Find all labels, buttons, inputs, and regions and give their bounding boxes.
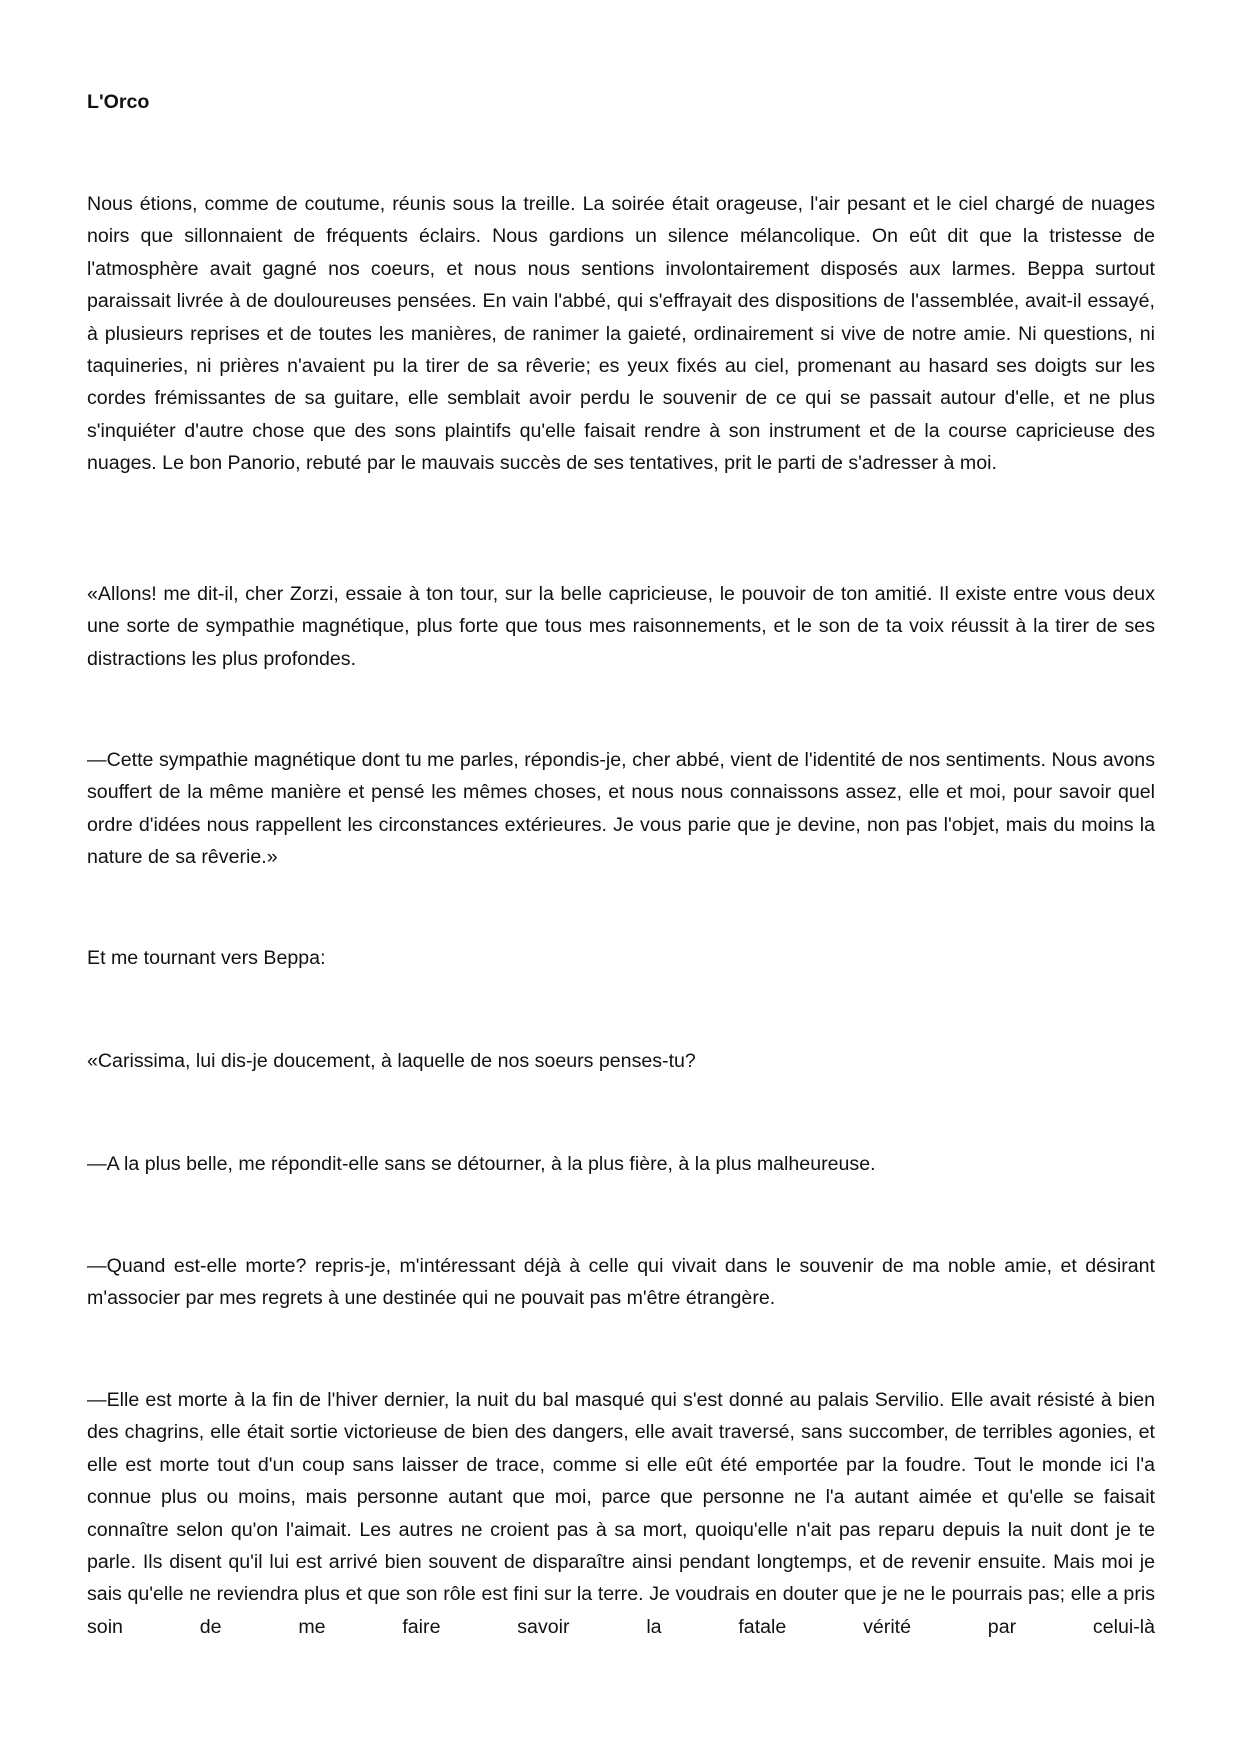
paragraph-3: —Cette sympathie magnétique dont tu me parles, répondis-je, cher abbé, vient de l'identité de nos sentiments. Nous avons souffert de la même manière et pensé les mêmes choses, et nous nous connaissons assez, elle et moi, pour savoir quel ordre d'idées nous rappellent les circonstances extérieures. Je vous parie que je devine, non pas l'objet, mais du moins la nature de sa rêverie.» <box>87 749 1155 869</box>
paragraph-2: «Allons! me dit-il, cher Zorzi, essaie à ton tour, sur la belle capricieuse, le pouvoir de ton amitié. Il existe entre vous deux une sorte de sympathie magnétique, plus forte que tous mes raisonnements, et le son de ta voix réussit à la tirer de ses distractions les plus profondes. <box>87 583 1155 670</box>
document-title: L'Orco <box>87 91 150 113</box>
paragraph-1: Nous étions, comme de coutume, réunis sous la treille. La soirée était orageuse, l'air pesant et le ciel chargé de nuages noirs que sillonnaient de fréquents éclairs. Nous gardions un silence mélancolique. On eût dit que la tristesse de l'atmosphère avait gagné nos coeurs, et nous nous sentions involontairement disposés aux larmes. Beppa surtout paraissait livrée à de douloureuses pensées. En vain l'abbé, qui s'effrayait des dispositions de l'assemblée, avait-il essayé, à plusieurs reprises et de toutes les manières, de ranimer la gaieté, ordinairement si vive de notre amie. Ni questions, ni taquineries, ni prières n'avaient pu la tirer de sa rêverie; es yeux fixés au ciel, promenant au hasard ses doigts sur les cordes frémissantes de sa guitare, elle semblait avoir perdu le souvenir de ce qui se passait autour d'elle, et ne plus s'inquiéter d'autre chose que des sons plaintifs qu'elle faisait rendre à son instrument et de la course capricieuse des nuages. Le bon Panorio, rebuté par le mauvais succès de ses tentatives, prit le parti de s'adresser à moi. <box>87 193 1155 475</box>
paragraph-8: —Elle est morte à la fin de l'hiver dernier, la nuit du bal masqué qui s'est donné au palais Servilio. Elle avait résisté à bien des chagrins, elle était sortie victorieuse de bien des dangers, elle avait traversé, sans succomber, de terribles agonies, et elle est morte tout d'un coup sans laisser de trace, comme si elle eût été emportée par la foudre. Tout le monde ici l'a connue plus ou moins, mais personne autant que moi, parce que personne ne l'a autant aimée et qu'elle se faisait connaître selon qu'on l'aimait. Les autres ne croient pas à sa mort, quoiqu'elle n'ait pas reparu depuis la nuit dont je te parle. Ils disent qu'il lui est arrivé bien souvent de disparaître ainsi pendant longtemps, et de revenir ensuite. Mais moi je sais qu'elle ne reviendra plus et que son rôle est fini sur la terre. Je voudrais en douter que je ne le pourrais pas; elle a pris soin de me faire savoir la fatale vérité par celui-là <box>87 1389 1155 1638</box>
paragraph-5: «Carissima, lui dis-je doucement, à laquelle de nos soeurs penses-tu? <box>87 1050 696 1072</box>
paragraph-6: —A la plus belle, me répondit-elle sans se détourner, à la plus fière, à la plus malheureuse. <box>87 1153 876 1175</box>
paragraph-7: —Quand est-elle morte? repris-je, m'intéressant déjà à celle qui vivait dans le souvenir de ma noble amie, et désirant m'associer par mes regrets à une destinée qui ne pouvait pas m'être étrangère. <box>87 1255 1155 1310</box>
paragraph-4: Et me tournant vers Beppa: <box>87 947 326 969</box>
